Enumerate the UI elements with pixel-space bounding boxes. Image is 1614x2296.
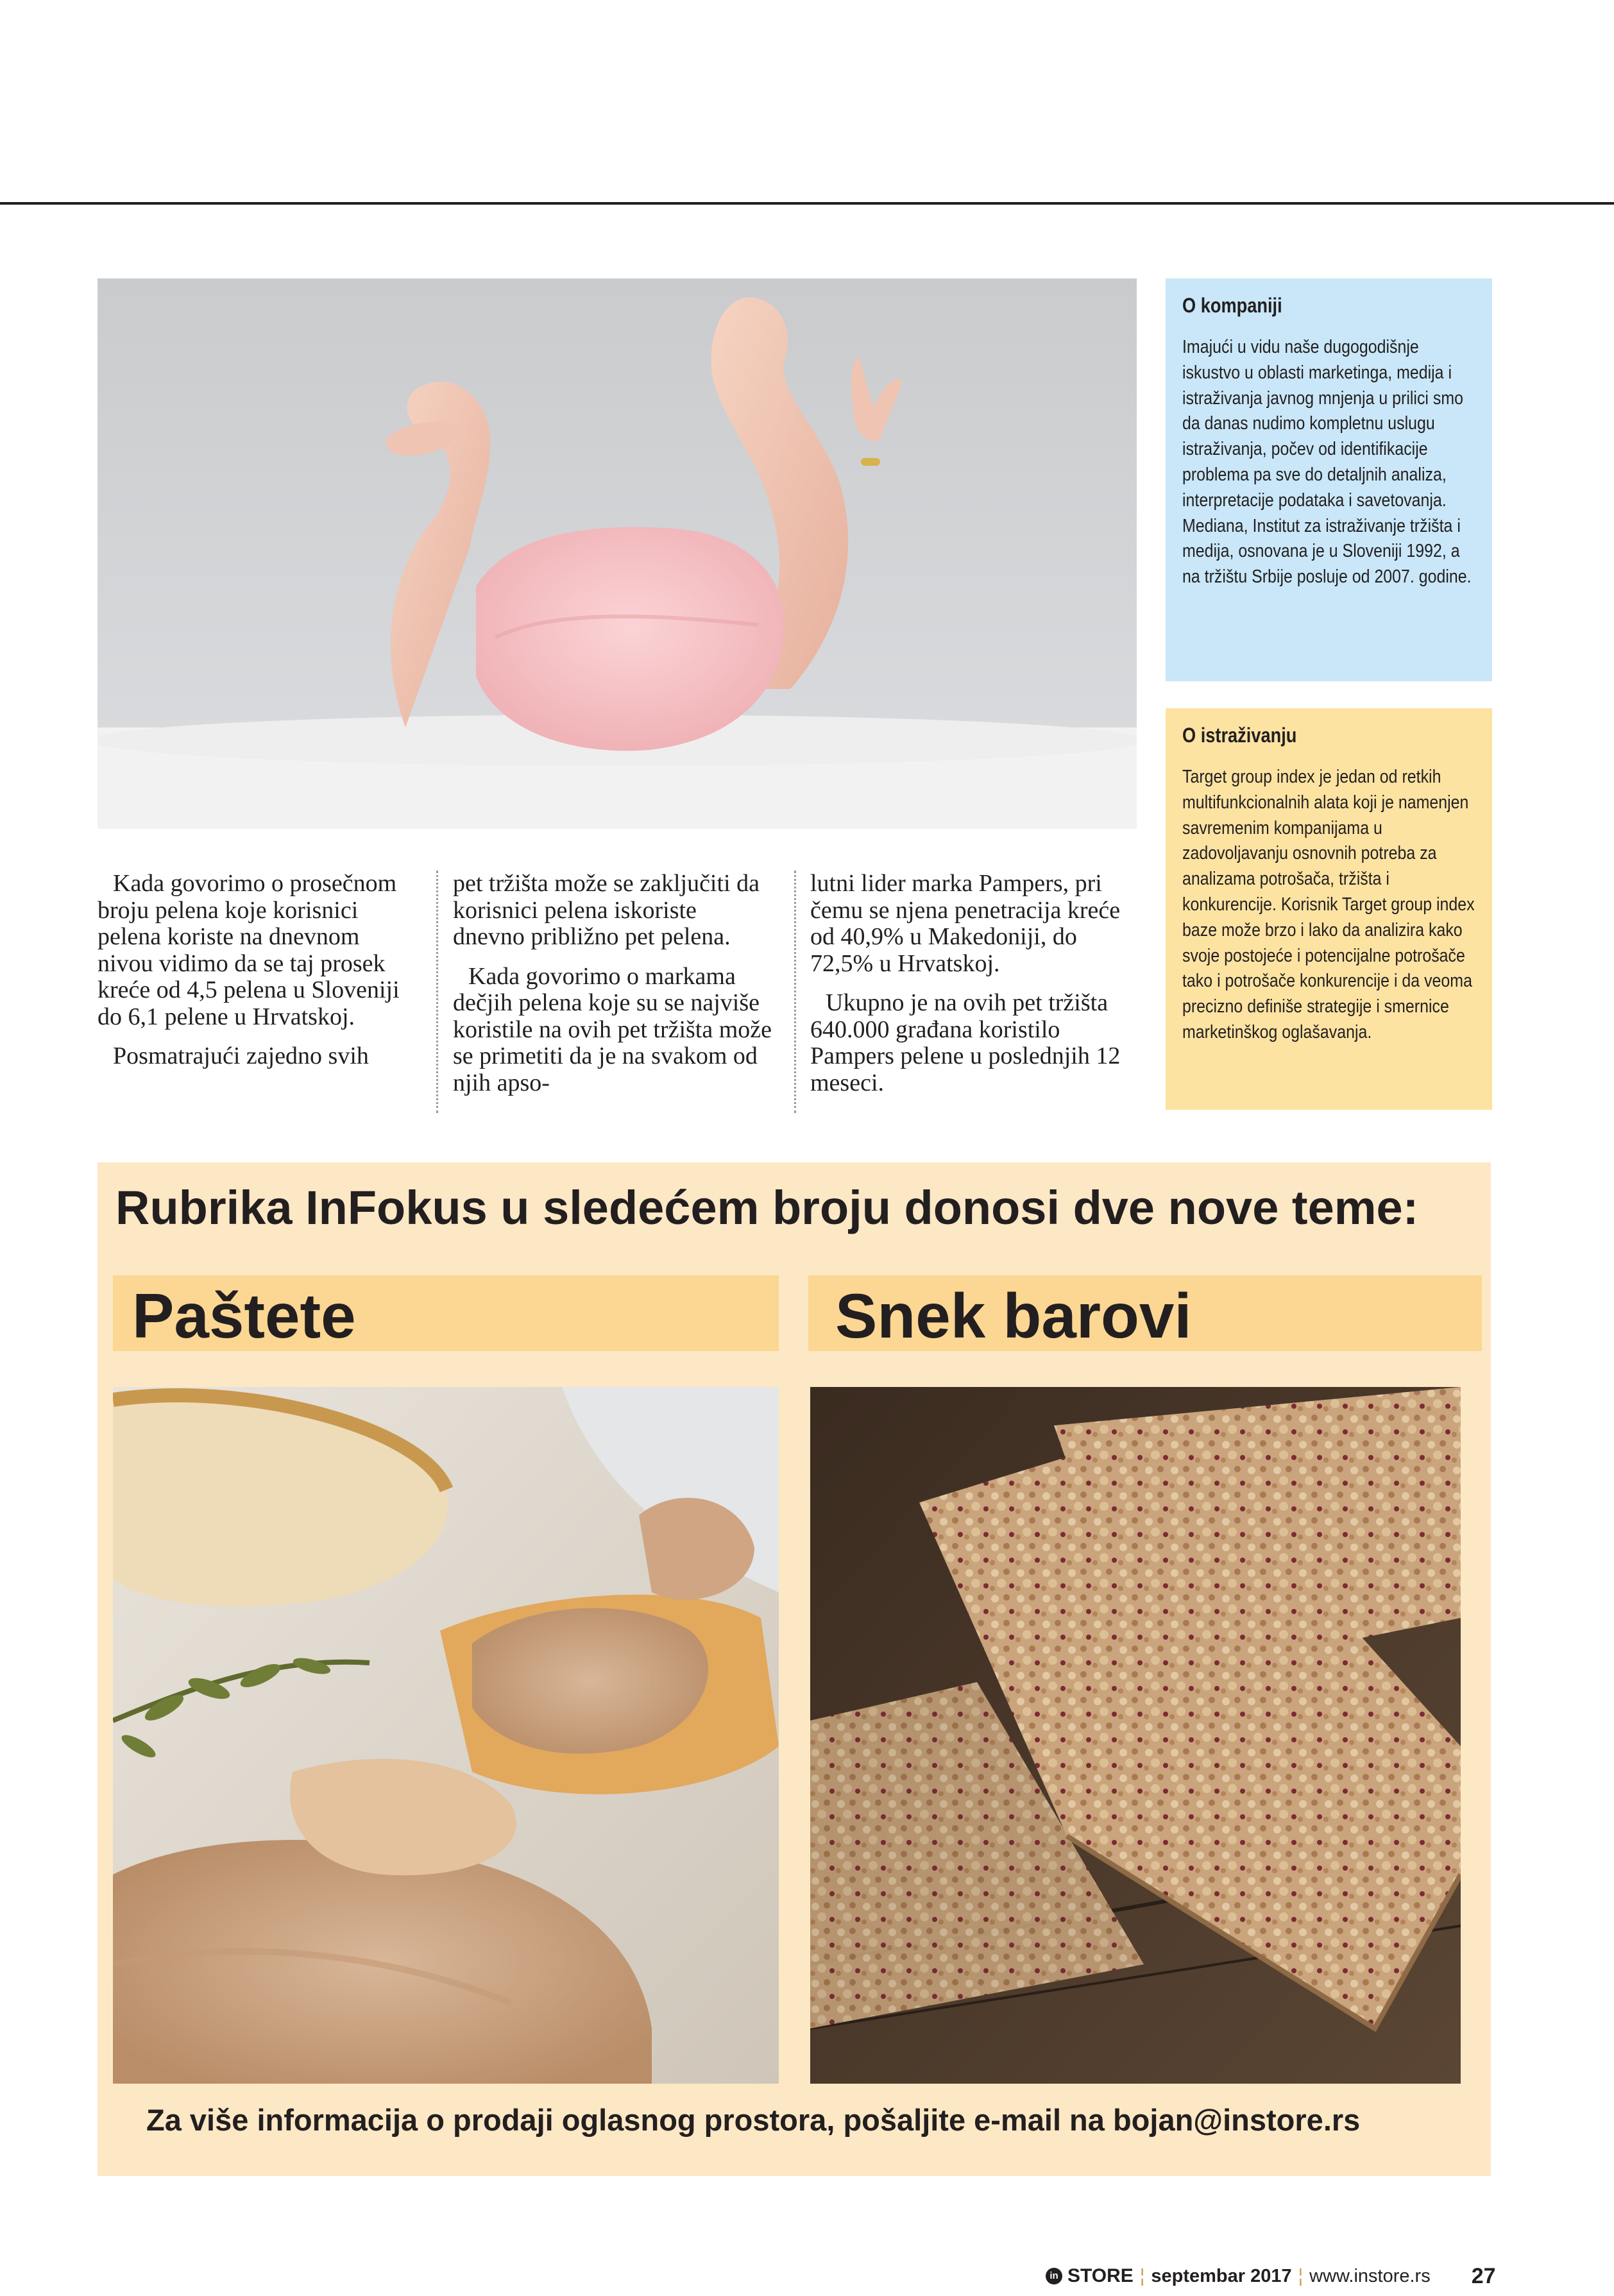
article-column-2	[453, 871, 774, 1109]
topic-title-snack-bars: Snek barovi	[835, 1280, 1192, 1351]
about-research-text: Target group index je jedan od retkih multifunkcionalnih alata koji je namenjen savremenim kompanijama u zadovoljavanju osnovnih potreba za analizama potrošača, tržišta i konkurencije. Korisnik Target group index baze može brzo i lako da analizira kako svoje postojeće i potencijalne potrošače tako i potrošače konkurencije i da veoma precizno definiše strategije i smernice marketinškog oglašavanja.	[1182, 767, 1475, 1042]
about-research-title: O istraživanju	[1182, 724, 1297, 747]
promo-headline: Rubrika InFokus u sledećem broju donosi dve nove teme:	[115, 1181, 1419, 1234]
about-research-box	[1166, 708, 1492, 1110]
advertising-contact: Za više informacija o prodaji oglasnog prostora, pošaljite e-mail na bojan@instore.rs	[146, 2103, 1361, 2137]
article-paragraph: Kada govorimo o prosečnom broju pelena koje korisnici pelena koriste na dnevnom nivou vidimo da se taj prosek kreće od 4,5 pelena u Sloveniji do 6,1 pelene u Hrvatskoj.	[98, 870, 400, 1030]
article-paragraph: Kada govorimo o markama dečjih pelena koje su se najviše koristile na ovih pet tržišta može se primetiti da je na svakom od njih apso-	[453, 962, 772, 1096]
footer-separator: ¦	[1139, 2266, 1145, 2286]
article-paragraph: Posmatrajući zajedno svih	[113, 1042, 369, 1069]
footer-brand: STORE	[1067, 2265, 1134, 2286]
footer-separator: ¦	[1298, 2266, 1304, 2286]
about-company-title: O kompaniji	[1182, 294, 1282, 317]
about-company-box	[1166, 278, 1492, 681]
column-divider	[436, 871, 438, 1113]
article-paragraph: Ukupno je na ovih pet tržišta 640.000 građana koristilo Pampers pelene u poslednjih 12 meseci.	[810, 989, 1121, 1096]
about-company-text: Imajući u vidu naše dugogodišnje iskustvo u oblasti marketinga, medija i istraživanja javnog mnjenja u prilici smo da danas nudimo kompletnu uslugu istraživanja, počev od identifikacije problema pa sve do detaljnih analiza, interpretacije podataka i savetovanja. Mediana, Institut za istraživanje tržišta i medija, osnovana je u Sloveniji 1992, a na tržištu Srbije posluje od 2007. godine.	[1182, 337, 1472, 588]
column-divider	[794, 871, 796, 1113]
footer-issue-date: septembar 2017	[1151, 2266, 1292, 2286]
article-paragraph: lutni lider marka Pampers, pri čemu se njena penetracija kreće od 40,9% u Makedoniji, do 72,5% u Hrvatskoj.	[810, 870, 1121, 977]
snack-bars-photo	[810, 1387, 1461, 2084]
instore-logo-icon: in	[1046, 2268, 1062, 2284]
article-paragraph: pet tržišta može se zaključiti da korisnici pelena iskoriste dnevno približno pet pelena.	[453, 870, 760, 950]
topic-title-pate: Paštete	[132, 1280, 356, 1351]
footer-website-link[interactable]: www.instore.rs	[1309, 2266, 1431, 2286]
baby-diaper-photo	[98, 278, 1137, 829]
article-column-3	[810, 871, 1131, 1109]
page-footer	[1046, 2262, 1496, 2290]
top-rule	[0, 202, 1614, 205]
pate-photo	[113, 1387, 779, 2084]
page-number: 27	[1471, 2264, 1496, 2288]
article-column-1	[98, 871, 418, 1083]
